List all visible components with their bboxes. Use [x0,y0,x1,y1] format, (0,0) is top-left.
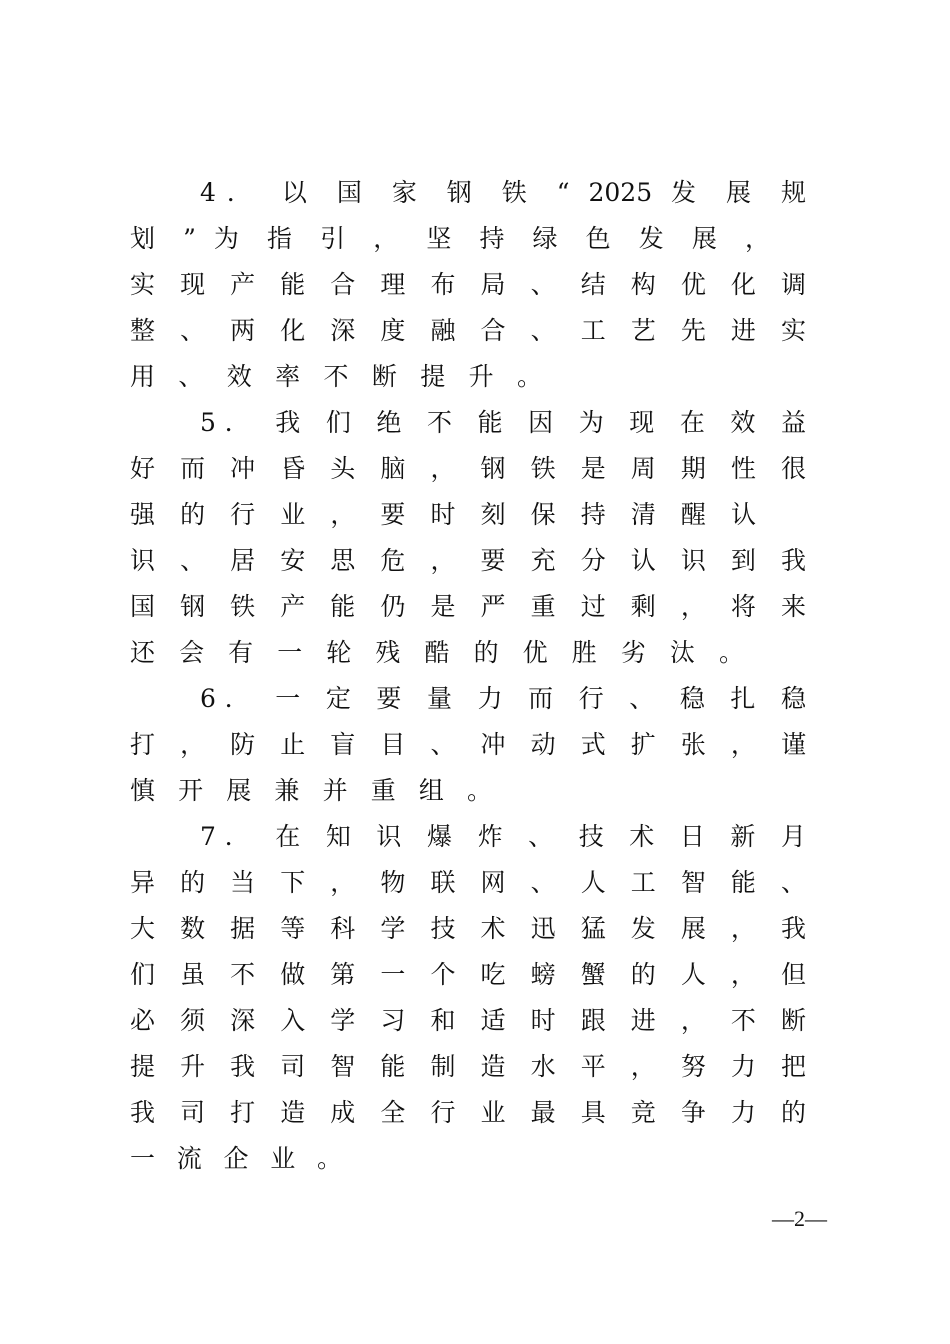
text-line: 慎 开 展 兼 并 重 组 。 [130,776,492,805]
text-line: 4． 以 国 家 钢 铁 “ 2025 发 展 规 [200,178,806,207]
text-line: 强 的 行 业 ， 要 时 刻 保 持 清 醒 认 [130,500,756,529]
text-line: 整 、 两 化 深 度 融 合 、 工 艺 先 进 实 [130,316,806,345]
text-line: 实 现 产 能 合 理 布 局 、 结 构 优 化 调 [130,270,806,299]
text-line: 识 、 居 安 思 危 ， 要 充 分 认 识 到 我 [130,546,806,575]
text-line: 必 须 深 入 学 习 和 适 时 跟 进 ， 不 断 [130,1006,806,1035]
text-line: 大 数 据 等 科 学 技 术 迅 猛 发 展 ， 我 [130,914,806,943]
text-line: 打 ， 防 止 盲 目 、 冲 动 式 扩 张 ， 谨 [130,730,806,759]
text-line: 异 的 当 下 ， 物 联 网 、 人 工 智 能 、 [130,868,806,897]
text-line: 国 钢 铁 产 能 仍 是 严 重 过 剩 ， 将 来 [130,592,806,621]
text-line: 提 升 我 司 智 能 制 造 水 平 ， 努 力 把 [130,1052,806,1081]
text-line: 们 虽 不 做 第 一 个 吃 螃 蟹 的 人 ， 但 [130,960,806,989]
text-line: 5． 我 们 绝 不 能 因 为 现 在 效 益 [200,408,806,437]
text-line: 划 ” 为 指 引 ， 坚 持 绿 色 发 展 ， [130,224,770,253]
text-line: 6． 一 定 要 量 力 而 行 、 稳 扎 稳 [200,684,806,713]
text-line: 我 司 打 造 成 全 行 业 最 具 竞 争 力 的 [130,1098,806,1127]
page-number: —2— [772,1206,827,1231]
text-line: 7． 在 知 识 爆 炸 、 技 术 日 新 月 [200,822,806,851]
text-line: 还 会 有 一 轮 残 酷 的 优 胜 劣 汰 。 [130,638,744,667]
text-line: 一 流 企 业 。 [130,1144,342,1173]
text-line: 用 、 效 率 不 断 提 升 。 [130,362,542,391]
text-line: 好 而 冲 昏 头 脑 ， 钢 铁 是 周 期 性 很 [130,454,806,483]
